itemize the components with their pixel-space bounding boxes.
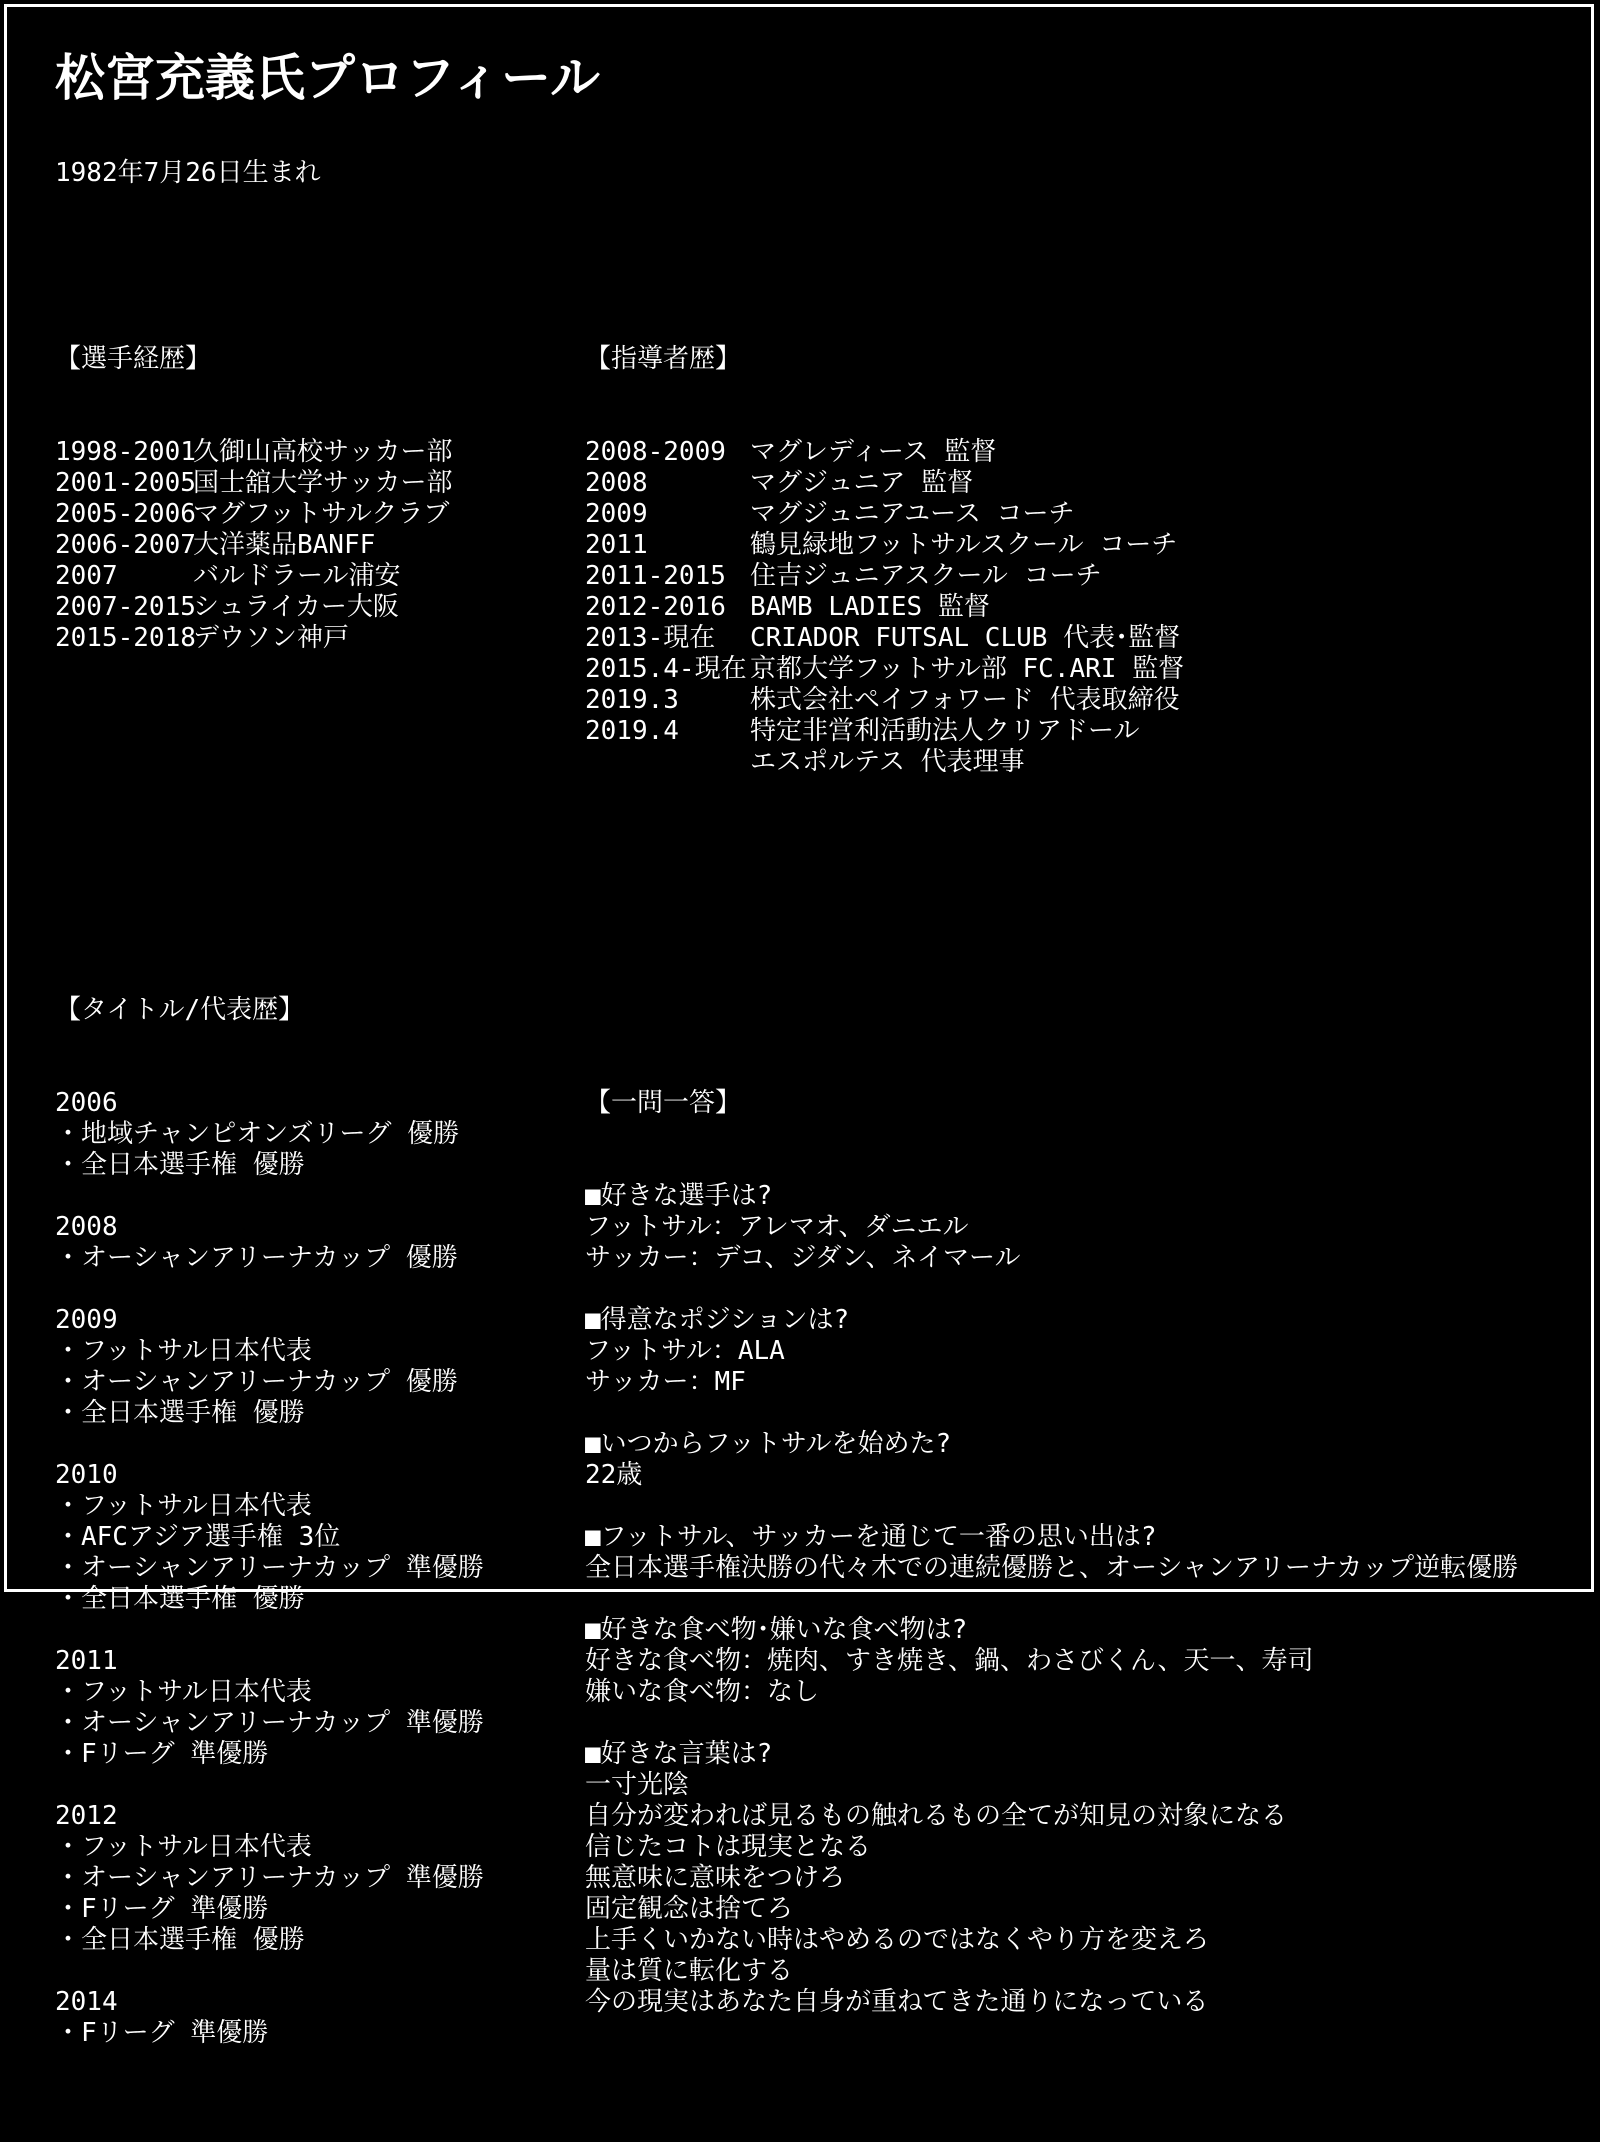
title-item: ・オーシャンアリーナカップ 準優勝 (55, 1708, 484, 1738)
title-year: 2010 (55, 1460, 118, 1490)
title-year: 2009 (55, 1305, 118, 1335)
coach-history-heading: 【指導者歴】 (585, 344, 742, 374)
qa-item (585, 1429, 1518, 1491)
qa-question: ■好きな言葉は? (585, 1739, 773, 1769)
qa-answer: フットサル：アレマオ、ダニエル (585, 1212, 969, 1242)
right-column (585, 220, 1518, 2111)
player-history-row (55, 530, 484, 561)
title-item: ・Fリーグ 準優勝 (55, 2018, 269, 2048)
coach-history-years: 2013-現在 (585, 623, 716, 653)
title-year: 2008 (55, 1212, 118, 1242)
qa-item (585, 1522, 1518, 1584)
player-history-team: マグフットサルクラブ (193, 499, 450, 529)
coach-history-list (585, 437, 1518, 778)
coach-history-years: 2008 (585, 468, 648, 498)
title-item: ・全日本選手権 優勝 (55, 1584, 305, 1614)
title-year: 2014 (55, 1987, 118, 2017)
qa-question: ■好きな選手は? (585, 1181, 773, 1211)
player-history-years: 2006-2007 (55, 530, 196, 560)
player-history-years: 2007-2015 (55, 592, 196, 622)
qa-answer: サッカー：デコ、ジダン、ネイマール (585, 1243, 1021, 1273)
coach-history-years: 2019.3 (585, 685, 679, 715)
title-item: ・全日本選手権 優勝 (55, 1925, 305, 1955)
coach-history-years: 2011-2015 (585, 561, 726, 591)
qa-answer: 固定観念は捨てろ (585, 1894, 794, 1924)
coach-history-years: 2015.4-現在 (585, 654, 747, 684)
coach-history-role: マグレディース 監督 (750, 437, 997, 467)
player-history-heading: 【選手経歴】 (55, 344, 212, 374)
qa-question: ■いつからフットサルを始めた? (585, 1429, 952, 1459)
player-history-list (55, 437, 484, 654)
coach-history-row (585, 716, 1518, 747)
qa-answer: 無意味に意味をつけろ (585, 1863, 846, 1893)
qa-section (585, 1026, 1518, 2080)
coach-history-section (585, 282, 1518, 840)
player-history-years: 2015-2018 (55, 623, 196, 653)
player-history-team: 国士舘大学サッカー部 (193, 468, 453, 498)
title-item: ・Fリーグ 準優勝 (55, 1739, 269, 1769)
qa-answer: 上手くいかない時はやめるのではなくやり方を変えろ (585, 1925, 1210, 1955)
coach-history-row (585, 592, 1518, 623)
title-year-block (55, 1460, 484, 1615)
qa-answer: 一寸光陰 (585, 1770, 690, 1800)
coach-history-role: 住吉ジュニアスクール コーチ (750, 561, 1102, 591)
coach-history-years: 2012-2016 (585, 592, 726, 622)
coach-history-years: 2011 (585, 530, 648, 560)
titles-list (55, 1088, 484, 2049)
coach-history-role: 京都大学フットサル部 FC.ARI 監督 (750, 654, 1185, 684)
title-item: ・オーシャンアリーナカップ 準優勝 (55, 1863, 484, 1893)
qa-answer: 22歳 (585, 1460, 643, 1490)
coach-history-role: エスポルテス 代表理事 (750, 747, 1025, 777)
coach-history-role: マグジュニア 監督 (750, 468, 974, 498)
qa-answer: サッカー：MF (585, 1367, 746, 1397)
qa-item (585, 1739, 1518, 2018)
player-history-years: 2001-2005 (55, 468, 196, 498)
coach-history-row (585, 468, 1518, 499)
coach-history-row (585, 437, 1518, 468)
title-item: ・全日本選手権 優勝 (55, 1398, 305, 1428)
qa-answer: 全日本選手権決勝の代々木での連続優勝と、オーシャンアリーナカップ逆転優勝 (585, 1553, 1519, 1583)
player-history-team: バルドラール浦安 (193, 561, 401, 591)
player-history-row (55, 623, 484, 654)
player-history-team: デウソン神戸 (193, 623, 350, 653)
coach-history-row (585, 561, 1518, 592)
title-item: ・AFCアジア選手権 3位 (55, 1522, 341, 1552)
title-item: ・オーシャンアリーナカップ 準優勝 (55, 1553, 484, 1583)
title-item: ・地域チャンピオンズリーグ 優勝 (55, 1119, 460, 1149)
left-column (55, 220, 484, 2142)
player-history-row (55, 499, 484, 530)
qa-item (585, 1615, 1518, 1708)
title-item: ・オーシャンアリーナカップ 優勝 (55, 1243, 458, 1273)
coach-history-years: 2009 (585, 499, 648, 529)
title-year-block (55, 1305, 484, 1429)
title-year: 2011 (55, 1646, 118, 1676)
title-year-block (55, 1212, 484, 1274)
qa-question: ■得意なポジションは? (585, 1305, 850, 1335)
title-item: ・Fリーグ 準優勝 (55, 1894, 269, 1924)
title-item: ・全日本選手権 優勝 (55, 1150, 305, 1180)
page-title: 松宮充義氏プロフィール (55, 49, 600, 107)
coach-history-row (585, 530, 1518, 561)
player-history-years: 2007 (55, 561, 118, 591)
titles-section (55, 933, 484, 2111)
qa-list (585, 1181, 1518, 2018)
player-history-team: 大洋薬品BANFF (193, 530, 376, 560)
title-year-block (55, 1987, 484, 2049)
coach-history-row (585, 623, 1518, 654)
qa-item (585, 1181, 1518, 1274)
coach-history-row (585, 685, 1518, 716)
coach-history-role: BAMB LADIES 監督 (750, 592, 990, 622)
player-history-row (55, 468, 484, 499)
coach-history-row (585, 654, 1518, 685)
player-history-section (55, 282, 484, 716)
player-history-row (55, 437, 484, 468)
title-item: ・フットサル日本代表 (55, 1491, 312, 1521)
titles-heading: 【タイトル/代表歴】 (55, 995, 305, 1025)
coach-history-role: 鶴見緑地フットサルスクール コーチ (750, 530, 1178, 560)
title-year: 2012 (55, 1801, 118, 1831)
qa-question: ■好きな食べ物･嫌いな食べ物は? (585, 1615, 968, 1645)
coach-history-years: 2019.4 (585, 716, 679, 746)
coach-history-role: マグジュニアユース コーチ (750, 499, 1075, 529)
coach-history-role: CRIADOR FUTSAL CLUB 代表･監督 (750, 623, 1181, 653)
qa-answer: フットサル：ALA (585, 1336, 785, 1366)
title-year-block (55, 1646, 484, 1770)
title-item: ・フットサル日本代表 (55, 1336, 312, 1366)
title-item: ・フットサル日本代表 (55, 1677, 312, 1707)
qa-heading: 【一問一答】 (585, 1088, 742, 1118)
coach-history-role: 株式会社ペイフォワード 代表取締役 (750, 685, 1180, 715)
title-item: ・オーシャンアリーナカップ 優勝 (55, 1367, 458, 1397)
coach-history-row (585, 747, 1518, 778)
player-history-team: シュライカー大阪 (193, 592, 399, 622)
qa-item (585, 1305, 1518, 1398)
player-history-row (55, 561, 484, 592)
qa-answer: 信じたコトは現実となる (585, 1832, 872, 1862)
player-history-team: 久御山高校サッカー部 (193, 437, 453, 467)
coach-history-row (585, 499, 1518, 530)
coach-history-role: 特定非営利活動法人クリアドール (750, 716, 1140, 746)
player-history-years: 1998-2001 (55, 437, 196, 467)
qa-answer: 自分が変われば見るもの触れるもの全てが知見の対象になる (585, 1801, 1288, 1831)
qa-answer: 嫌いな食べ物：なし (585, 1677, 820, 1707)
qa-question: ■フットサル、サッカーを通じて一番の思い出は? (585, 1522, 1157, 1552)
coach-history-years: 2008-2009 (585, 437, 726, 467)
birth-date: 1982年7月26日生まれ (55, 158, 321, 188)
title-year: 2006 (55, 1088, 118, 1118)
qa-answer: 量は質に転化する (585, 1956, 794, 1986)
player-history-years: 2005-2006 (55, 499, 196, 529)
qa-answer: 今の現実はあなた自身が重ねてきた通りになっている (585, 1987, 1209, 2017)
title-year-block (55, 1801, 484, 1956)
qa-answer: 好きな食べ物：焼肉、すき焼き、鍋、わさびくん、天一、寿司 (585, 1646, 1314, 1676)
title-year-block (55, 1088, 484, 1181)
player-history-row (55, 592, 484, 623)
title-item: ・フットサル日本代表 (55, 1832, 312, 1862)
